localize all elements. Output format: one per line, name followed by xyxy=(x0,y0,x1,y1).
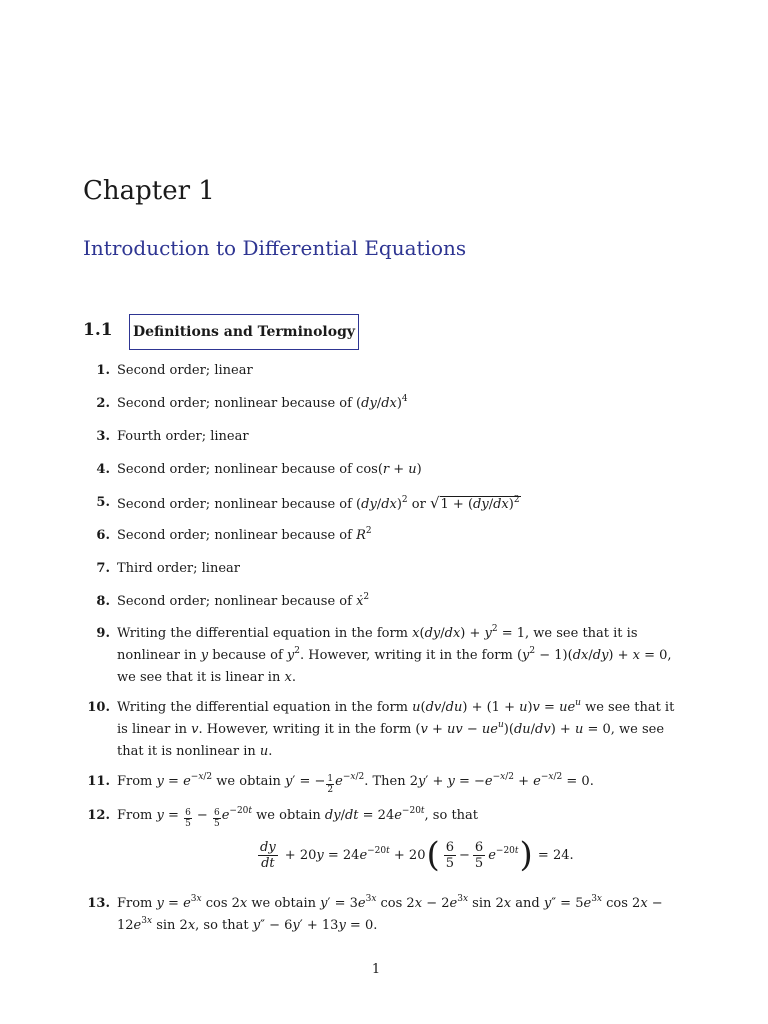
item-number: 3. xyxy=(96,429,110,444)
item-text: Second order; nonlinear because of $R^2$ xyxy=(117,526,372,543)
item-number: 7. xyxy=(96,561,110,576)
item-text: Second order; nonlinear because of ẋ$^2$ xyxy=(117,592,370,609)
list-item xyxy=(82,393,682,415)
item-text: Second order; linear xyxy=(117,363,253,378)
item-number: 1. xyxy=(96,363,110,378)
list-item xyxy=(82,360,682,382)
item-text: Second order; nonlinear because of $(dy/dx)^4$ xyxy=(117,394,408,411)
section-title-box xyxy=(129,314,359,350)
list-item xyxy=(82,771,682,795)
list-item xyxy=(82,525,682,547)
chapter-title: Introduction to Differential Equations xyxy=(83,236,467,260)
item-text: From $y = e^{3x}$ cos 2x we obtain $y' = 3e^{3x}$ $\cos 2x - 2e^{3x}$ sin 2x and $y'' = 5e^{3x}$ $\cos 2x - 12e^{3x}$ sin 2x, so that y″ − 6y′ + 13y = 0. xyxy=(117,894,663,933)
display-equation: $\frac{dy}{dt}$ + $20y = 24e^{-20t} + 20$ ( $\frac{6}{5}$ − $\frac{6}{5}$ $e^{-20t}$ ) = 24. xyxy=(260,835,574,875)
section-number: 1.1 xyxy=(83,320,113,340)
item-number: 4. xyxy=(96,462,110,477)
item-number: 5. xyxy=(96,495,110,510)
item-text: From y = $\frac{6}{5}$ − $\frac{6}{5}$ $e^{-20t}$ we obtain $dy/dt = 24e^{-20t}$, so that xyxy=(117,806,479,829)
item-text: Writing the differential equation in the form $x(dy/dx) + y^2 = 1$, we see that it is nonlinear in y because of $y^2$. However, writing it in the form $(y^2 - 1)(dx/dy) + x = 0$, we see that it is linear in x. xyxy=(117,624,672,685)
item-text: Second order; nonlinear because of $(dy/dx)^2$ or $√1 + (dy/dx)^2$ xyxy=(117,494,520,512)
list-item xyxy=(82,805,682,829)
chapter-label: Chapter 1 xyxy=(83,176,215,206)
list-item xyxy=(82,591,682,613)
item-number: 6. xyxy=(96,528,110,543)
list-item xyxy=(82,558,682,580)
page-number: 1 xyxy=(371,962,381,977)
item-text: Writing the differential equation in the form $u(dv/du) + (1 + u)v = ue^u$ we see that it is linear in v. However, writing it in the form (v + uv − $ue^u)(du/dv) + u = 0$, we see that it is nonlinear in u. xyxy=(117,698,675,759)
section-title: Definitions and Terminology xyxy=(132,324,356,340)
item-number: 13. xyxy=(87,896,110,911)
item-number: 8. xyxy=(96,594,110,609)
item-text: From $y = e^{-x/2}$ we obtain y′ = − $\frac{1}{2}$ $e^{-x/2}$. Then $2y' + y = -e^{-x/2} + e^{-x/2} = 0$. xyxy=(117,772,594,795)
list-item xyxy=(82,893,682,937)
list-item xyxy=(82,426,682,448)
list-item xyxy=(82,492,682,516)
list-item xyxy=(82,459,682,481)
list-item xyxy=(82,623,682,689)
item-text: Fourth order; linear xyxy=(117,429,249,444)
item-number: 11. xyxy=(87,774,110,789)
list-item xyxy=(82,697,682,763)
item-text: Second order; nonlinear because of cos(r + u) xyxy=(117,462,422,477)
item-number: 2. xyxy=(96,396,110,411)
item-number: 12. xyxy=(87,808,110,823)
item-number: 9. xyxy=(96,626,110,641)
item-text: Third order; linear xyxy=(117,561,240,576)
item-number: 10. xyxy=(87,700,110,715)
